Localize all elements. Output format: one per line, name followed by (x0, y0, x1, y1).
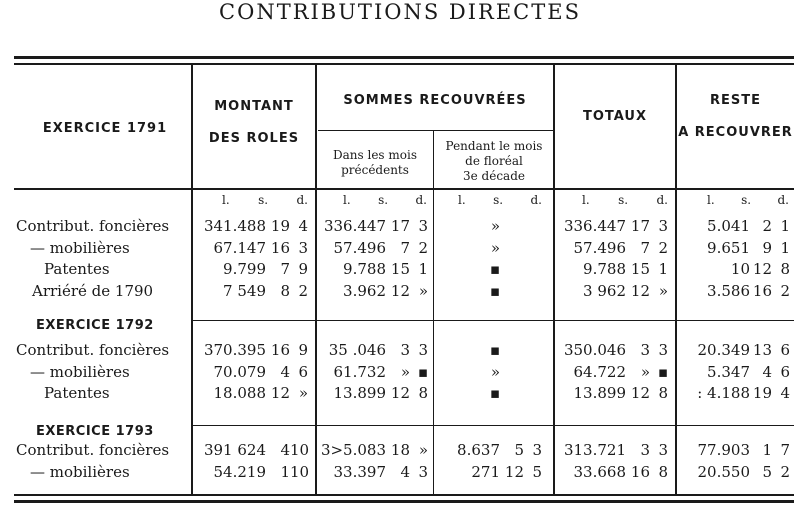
section-label-1792: EXERCICE 1792 (36, 318, 154, 333)
header-montant (193, 96, 315, 150)
cell-totaux (556, 341, 668, 359)
units-totaux (582, 193, 668, 207)
cell-reste-s: 4 (762, 362, 772, 381)
cell-totaux-s: 3 (640, 441, 650, 459)
cell-reste-d: 8 (780, 260, 790, 278)
cell-reste (678, 260, 790, 278)
cell-flor-s: 12 (504, 462, 524, 481)
header-reste-line-1: RESTE (709, 93, 761, 108)
cell-prec-d: 3 (418, 217, 428, 235)
cell-montant-s: 16 (270, 341, 290, 359)
cell-flor-l: » (490, 238, 500, 257)
cell-reste (678, 441, 790, 459)
cell-totaux-l: 9.788 (583, 260, 626, 278)
cell-totaux-s: 15 (630, 260, 650, 278)
cell-totaux-d: 2 (658, 238, 668, 257)
cell-reste-s: 12 (752, 260, 772, 278)
row-label: Patentes (44, 384, 110, 402)
unit-s: s. (258, 193, 269, 207)
cell-totaux (556, 463, 668, 481)
cell-montant-d: 10 (290, 441, 310, 459)
cell-montant (196, 239, 308, 257)
cell-flor (436, 441, 542, 459)
cell-totaux (556, 260, 668, 278)
cell-prec-l: 13.899 (333, 384, 386, 402)
cell-totaux-l: 33.668 (573, 462, 626, 481)
cell-reste-s: 16 (752, 281, 772, 300)
cell-prec-s: 3 (400, 341, 410, 359)
cell-reste-s: 19 (752, 384, 772, 402)
cell-montant-d: 10 (290, 462, 310, 481)
cell-reste-l: 5.347 (707, 362, 750, 381)
cell-reste-s: 5 (762, 462, 772, 481)
cell-totaux (556, 239, 668, 257)
cell-prec (318, 282, 428, 300)
cell-totaux-d: 3 (658, 341, 668, 359)
cell-prec (318, 239, 428, 257)
bottom-double-rule-a (14, 494, 794, 496)
cell-reste-s: 1 (762, 441, 772, 459)
unit-s: s. (378, 193, 389, 207)
subheader-precedents (318, 148, 432, 178)
cell-prec-d: 2 (418, 238, 428, 257)
cell-reste-d: 6 (780, 362, 790, 381)
cell-prec-s: 7 (400, 238, 410, 257)
cell-flor (436, 463, 542, 481)
cell-prec-s: 18 (390, 441, 410, 459)
cell-prec-d: 3 (418, 341, 428, 359)
cell-montant (196, 260, 308, 278)
page-title: CONTRIBUTIONS DIRECTES (219, 0, 581, 24)
cell-flor-s: 5 (514, 441, 524, 459)
cell-reste (678, 463, 790, 481)
cell-prec-l: 61.732 (333, 362, 386, 381)
cell-reste-l: 3.586 (707, 281, 750, 300)
cell-prec-d: » (418, 281, 428, 300)
cell-reste-d: 1 (780, 238, 790, 257)
cell-montant (196, 463, 308, 481)
cell-montant (196, 217, 308, 235)
section-label-1793: EXERCICE 1793 (36, 424, 154, 439)
cell-montant-l: 54.219 (213, 462, 266, 481)
cell-prec (318, 441, 428, 459)
cell-totaux-l: 13.899 (573, 384, 626, 402)
subheader-floreal-line-3: 3e décade (463, 169, 525, 183)
section-rule-1792 (192, 320, 794, 321)
cell-montant-l: 341.488 (203, 217, 266, 235)
cell-prec-s: 12 (390, 281, 410, 300)
cell-prec (318, 341, 428, 359)
cell-reste-d: 2 (780, 462, 790, 481)
col-rule-4 (553, 65, 555, 494)
cell-totaux-d: 3 (658, 217, 668, 235)
subheader-floreal-line-1: Pendant le mois (445, 139, 543, 153)
unit-l: l. (458, 193, 466, 207)
unit-s: s. (493, 193, 504, 207)
cell-totaux-s: » (640, 362, 650, 381)
cell-totaux-s: 7 (640, 238, 650, 257)
cell-totaux-d: 3 (658, 441, 668, 459)
cell-totaux (556, 217, 668, 235)
cell-totaux (556, 282, 668, 300)
cell-reste-s: 9 (762, 238, 772, 257)
cell-totaux-s: 17 (630, 217, 650, 235)
cell-montant-s: 7 (280, 260, 290, 278)
cell-totaux-d: ▪ (657, 362, 668, 381)
cell-montant-d: 9 (298, 260, 308, 278)
cell-totaux-l: 64.722 (573, 362, 626, 381)
col-rule-3 (433, 131, 434, 494)
cell-montant-s: 4 (280, 362, 290, 381)
unit-l: l. (222, 193, 230, 207)
cell-montant-s: 12 (270, 384, 290, 402)
cell-totaux-l: 3 962 (583, 281, 626, 300)
cell-reste-d: 2 (780, 281, 790, 300)
cell-prec-d: 8 (418, 384, 428, 402)
cell-reste-s: 13 (752, 341, 772, 359)
cell-reste (678, 384, 790, 402)
cell-montant (196, 384, 308, 402)
header-montant-line-2: DES ROLES (208, 131, 300, 146)
cell-flor-d: 3 (532, 441, 542, 459)
row-label: Contribut. foncières (16, 341, 170, 359)
unit-l: l. (582, 193, 590, 207)
cell-montant-s: 8 (280, 281, 290, 300)
header-exercice: EXERCICE 1791 (42, 121, 168, 136)
cell-flor-l: ▪ (489, 281, 500, 300)
cell-reste-l: 20.550 (697, 462, 750, 481)
cell-totaux-s: 12 (630, 384, 650, 402)
cell-prec-d: 1 (418, 260, 428, 278)
header-reste-line-2: A RECOUVRER (678, 125, 793, 140)
cell-montant-l: 9.799 (223, 260, 266, 278)
cell-reste-l: 20.349 (697, 341, 750, 359)
cell-prec (318, 217, 428, 235)
cell-totaux-d: » (658, 281, 668, 300)
bottom-double-rule-b (14, 500, 794, 503)
cell-reste (678, 239, 790, 257)
subheader-floreal-line-2: de floréal (465, 154, 523, 168)
units-floreal (458, 193, 542, 207)
cell-reste (678, 341, 790, 359)
cell-reste-l: 10 (730, 260, 750, 278)
cell-montant-l: 67.147 (213, 238, 266, 257)
cell-totaux (556, 384, 668, 402)
cell-totaux-d: 8 (658, 462, 668, 481)
cell-montant-d: 9 (298, 341, 308, 359)
cell-montant-s: 19 (270, 217, 290, 235)
cell-flor (436, 239, 542, 257)
header-montant-line-1: MONTANT (214, 99, 294, 114)
cell-prec-s: 17 (390, 217, 410, 235)
cell-totaux-d: 1 (658, 260, 668, 278)
cell-prec (318, 384, 428, 402)
header-sommes: SOMMES RECOUVRÉES (343, 93, 527, 108)
cell-totaux-l: 350.046 (563, 341, 626, 359)
cell-reste-l: : 4.188 (697, 384, 750, 402)
cell-flor-l: » (490, 362, 500, 381)
cell-montant-l: 70.079 (213, 362, 266, 381)
cell-totaux (556, 441, 668, 459)
cell-flor-d: 5 (532, 462, 542, 481)
cell-totaux-l: 336.447 (563, 217, 626, 235)
cell-reste-s: 2 (762, 217, 772, 235)
header-reste (677, 90, 794, 144)
cell-montant-l: 18.088 (213, 384, 266, 402)
row-label: — mobilières (30, 462, 130, 481)
row-label: Arriéré de 1790 (32, 281, 154, 300)
cell-prec-d: » (418, 441, 428, 459)
cell-reste-l: 5.041 (707, 217, 750, 235)
cell-prec-l: 3>5.083 (320, 441, 386, 459)
cell-montant-d: 2 (298, 281, 308, 300)
row-label: — mobilières (30, 238, 130, 257)
cell-flor-l: » (490, 217, 500, 235)
cell-montant-d: » (298, 384, 308, 402)
row-label: Contribut. foncières (16, 217, 170, 235)
cell-prec (318, 463, 428, 481)
cell-totaux-d: 8 (658, 384, 668, 402)
cell-montant-d: 6 (298, 362, 308, 381)
cell-reste-d: 7 (780, 441, 790, 459)
cell-flor-l: 8.637 (457, 441, 500, 459)
cell-flor (436, 384, 542, 402)
cell-montant-s: 16 (270, 238, 290, 257)
cell-reste-d: 1 (780, 217, 790, 235)
row-label: — mobilières (30, 362, 130, 381)
cell-totaux-s: 12 (630, 281, 650, 300)
header-totaux: TOTAUX (582, 109, 648, 124)
row-label: Patentes (44, 260, 110, 278)
cell-flor (436, 363, 542, 381)
cell-prec-l: 57.496 (333, 238, 386, 257)
cell-flor (436, 282, 542, 300)
unit-s: s. (618, 193, 629, 207)
cell-prec (318, 363, 428, 381)
cell-montant (196, 441, 308, 459)
cell-montant-d: 3 (298, 238, 308, 257)
cell-montant-l: 370.395 (203, 341, 266, 359)
subheader-precedents-line-2: précédents (341, 163, 409, 177)
unit-s: s. (741, 193, 752, 207)
unit-d: d. (656, 193, 668, 207)
header-bottom-rule (14, 188, 794, 190)
unit-l: l. (343, 193, 351, 207)
cell-prec-s: 15 (390, 260, 410, 278)
cell-prec-l: 9.788 (343, 260, 386, 278)
cell-montant (196, 363, 308, 381)
cell-montant-s: 1 (280, 462, 290, 481)
cell-reste-l: 9.651 (707, 238, 750, 257)
cell-montant (196, 282, 308, 300)
cell-reste (678, 282, 790, 300)
units-montant (222, 193, 308, 207)
units-precedents (343, 193, 427, 207)
cell-montant-l: 7 549 (223, 281, 266, 300)
cell-prec-s: » (400, 362, 410, 381)
unit-d: d. (777, 193, 789, 207)
cell-flor-l: ▪ (489, 384, 500, 402)
cell-reste-d: 6 (780, 341, 790, 359)
cell-prec-s: 12 (390, 384, 410, 402)
cell-prec-l: 35 .046 (328, 341, 386, 359)
cell-prec-d: ▪ (417, 362, 428, 381)
cell-totaux-s: 16 (630, 462, 650, 481)
sommes-subheader-rule (318, 130, 554, 131)
cell-prec-l: 336.447 (323, 217, 386, 235)
cell-prec-l: 33.397 (333, 462, 386, 481)
section-rule-1793 (192, 425, 794, 426)
cell-totaux-l: 313.721 (563, 441, 626, 459)
cell-montant (196, 341, 308, 359)
cell-flor (436, 260, 542, 278)
cell-montant-s: 4 (280, 441, 290, 459)
unit-d: d. (530, 193, 542, 207)
cell-reste (678, 363, 790, 381)
cell-flor-l: ▪ (489, 341, 500, 359)
cell-reste-l: 77.903 (697, 441, 750, 459)
unit-d: d. (415, 193, 427, 207)
top-double-rule-b (14, 63, 794, 65)
cell-reste-d: 4 (780, 384, 790, 402)
cell-prec-s: 4 (400, 462, 410, 481)
cell-flor (436, 341, 542, 359)
cell-flor-l: 271 (471, 462, 500, 481)
cell-montant-l: 391 624 (203, 441, 266, 459)
cell-prec-d: 3 (418, 462, 428, 481)
cell-montant-d: 4 (298, 217, 308, 235)
unit-l: l. (707, 193, 715, 207)
units-reste (707, 193, 789, 207)
cell-totaux (556, 363, 668, 381)
subheader-floreal (435, 139, 553, 184)
cell-reste (678, 217, 790, 235)
row-label: Contribut. foncières (16, 441, 170, 459)
cell-totaux-l: 57.496 (573, 238, 626, 257)
cell-flor (436, 217, 542, 235)
col-rule-2 (315, 65, 317, 494)
top-double-rule-a (14, 56, 794, 59)
subheader-precedents-line-1: Dans les mois (333, 148, 417, 162)
cell-prec (318, 260, 428, 278)
cell-prec-l: 3.962 (343, 281, 386, 300)
unit-d: d. (296, 193, 308, 207)
cell-flor-l: ▪ (489, 260, 500, 278)
cell-totaux-s: 3 (640, 341, 650, 359)
